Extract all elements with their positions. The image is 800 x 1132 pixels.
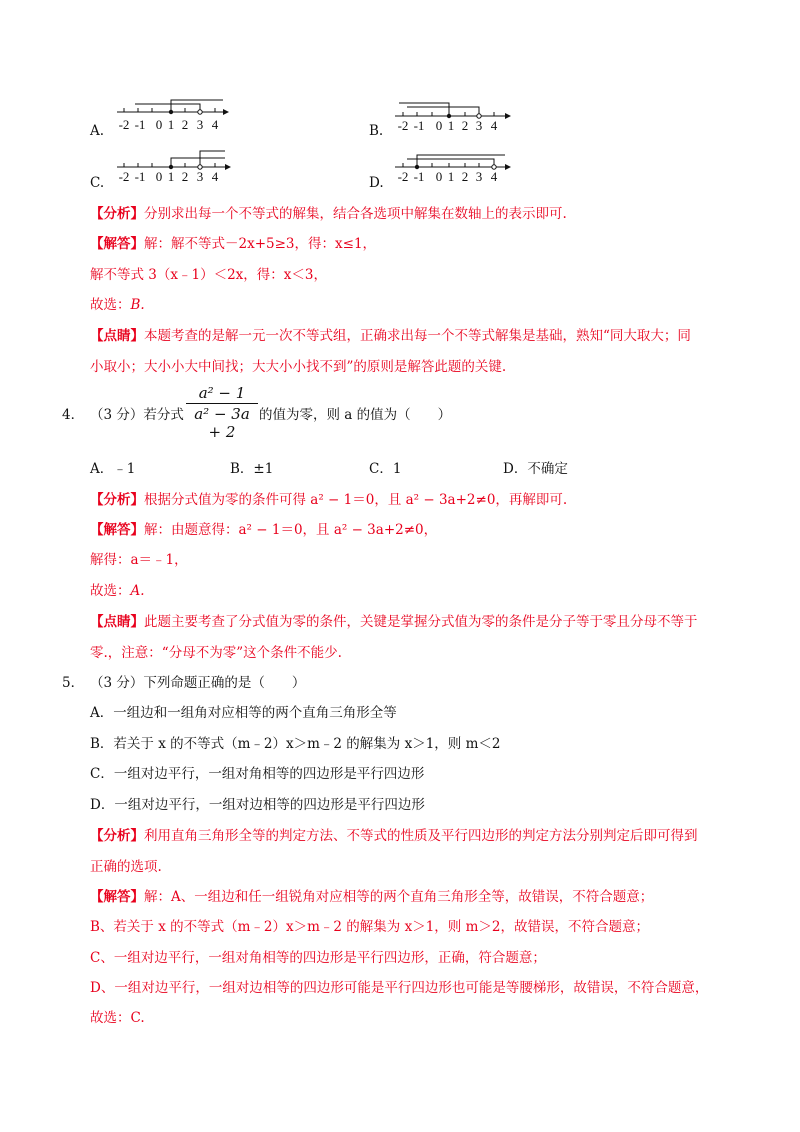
tick-label: 1: [447, 118, 455, 133]
fraction-numerator: a² − 1: [198, 384, 246, 402]
tick-label: 2: [181, 169, 189, 184]
number-line-a: [115, 96, 230, 134]
q5-solution-line2: B、若关于 x 的不等式（m﹣2）x＞m﹣2 的解集为 x＞1，则 m＞2，故错误，不符合题意；: [90, 919, 649, 935]
fraction-denominator: a² − 3a + 2: [194, 405, 250, 441]
q4-option-d: D．不确定: [503, 461, 568, 477]
q4-score: （3 分）若分式: [90, 407, 184, 423]
tick-label: 4: [211, 169, 219, 184]
q5-option-a: A．一组边和一组角对应相等的两个直角三角形全等: [90, 705, 397, 721]
q3-comment-line2: 小取小；大小小大中间找；大大小小找不到”的原则是解答此题的关键.: [90, 359, 507, 375]
q5-stem: （3 分）下列命题正确的是（ ）: [90, 675, 306, 691]
q3-analysis: 【分析】分别求出每一个不等式的解集，结合各选项中解集在数轴上的表示即可.: [90, 206, 567, 222]
tick-label: 4: [490, 169, 498, 184]
q4-option-c: C．1: [369, 461, 402, 477]
q3-comment-line1: 【点睛】本题考查的是解一元一次不等式组，正确求出每一个不等式解集是基础，熟知“同大取大；同: [90, 328, 691, 344]
q4-comment-line2: 零.，注意：“分母不为零”这个条件不能少.: [90, 645, 342, 661]
q5-option-c: C．一组对边平行，一组对角相等的四边形是平行四边形: [90, 766, 425, 782]
tick-label: -2: [118, 117, 130, 132]
tick-label: 1: [167, 117, 175, 132]
q5-analysis-line1: 【分析】利用直角三角形全等的判定方法、不等式的性质及平行四边形的判定方法分别判定后即可得到: [90, 828, 698, 844]
q5-number: 5．: [62, 675, 85, 691]
tick-label: 2: [181, 117, 189, 132]
option-b-letter: B.: [369, 123, 384, 139]
tick-label: 4: [211, 117, 219, 132]
tick-label: -2: [397, 169, 409, 184]
q3-solution-line1: 【解答】解：解不等式－2x+5≥3，得：x≤1，: [90, 236, 377, 252]
tick-label: -1: [413, 118, 425, 133]
q3-choose: 故选：B.: [90, 297, 145, 313]
option-c-letter: C.: [90, 175, 105, 191]
option-d-letter: D.: [369, 175, 384, 191]
tick-label: 0: [155, 117, 163, 132]
tick-label: 4: [490, 118, 498, 133]
q5-solution-line4: D、一组对边平行，一组对边相等的四边形可能是平行四边形也可能是等腰梯形，故错误，不符合题意，: [90, 980, 709, 996]
option-a-letter: A.: [90, 123, 105, 139]
q5-solution-line1: 【解答】解：A、一组边和任一组锐角对应相等的两个直角三角形全等，故错误，不符合题意；: [90, 889, 654, 905]
tick-label: -2: [118, 169, 130, 184]
q5-option-d: D．一组对边平行，一组对边相等的四边形是平行四边形: [90, 797, 425, 813]
number-line-d: [393, 147, 513, 185]
tick-label: 3: [475, 169, 483, 184]
q5-option-b: B．若关于 x 的不等式（m﹣2）x＞m﹣2 的解集为 x＞1，则 m＜2: [90, 736, 501, 752]
q4-solution-line2: 解得：a＝﹣1，: [90, 552, 188, 568]
q4-option-a: A．﹣1: [90, 461, 136, 477]
tick-label: -1: [413, 169, 425, 184]
tick-label: 0: [435, 118, 443, 133]
tick-label: 2: [461, 118, 469, 133]
q4-solution-line1: 【解答】解：由题意得：a² − 1＝0，且 a² − 3a+2≠0，: [90, 522, 438, 538]
tick-label: 3: [196, 117, 204, 132]
q4-choose: 故选：A.: [90, 583, 145, 599]
q4-fraction: [186, 384, 258, 441]
q4-comment-line1: 【点睛】此题主要考查了分式值为零的条件，关键是掌握分式值为零的条件是分子等于零且分母不等于: [90, 614, 698, 630]
tick-label: 1: [167, 169, 175, 184]
tick-label: 3: [196, 169, 204, 184]
tick-label: 2: [461, 169, 469, 184]
q5-analysis-line2: 正确的选项.: [90, 859, 162, 875]
q4-analysis: 【分析】根据分式值为零的条件可得 a² − 1＝0，且 a² − 3a+2≠0，再解即可.: [90, 492, 568, 508]
tick-label: 0: [155, 169, 163, 184]
q4-number: 4．: [62, 407, 85, 423]
number-line-b: [393, 96, 513, 134]
q5-choose: 故选：C.: [90, 1010, 145, 1026]
q4-option-b: B．±1: [230, 461, 274, 477]
tick-label: 3: [475, 118, 483, 133]
tick-label: -1: [134, 117, 146, 132]
tick-label: -1: [134, 169, 146, 184]
q3-solution-line2: 解不等式 3（x﹣1）＜2x，得：x＜3，: [90, 267, 327, 283]
q5-solution-line3: C、一组对边平行，一组对角相等的四边形是平行四边形，正确，符合题意；: [90, 950, 546, 966]
q4-stem-tail: 的值为零，则 a 的值为（ ）: [259, 407, 452, 423]
number-line-c: [115, 147, 235, 185]
tick-label: -2: [397, 118, 409, 133]
tick-label: 0: [435, 169, 443, 184]
tick-label: 1: [447, 169, 455, 184]
